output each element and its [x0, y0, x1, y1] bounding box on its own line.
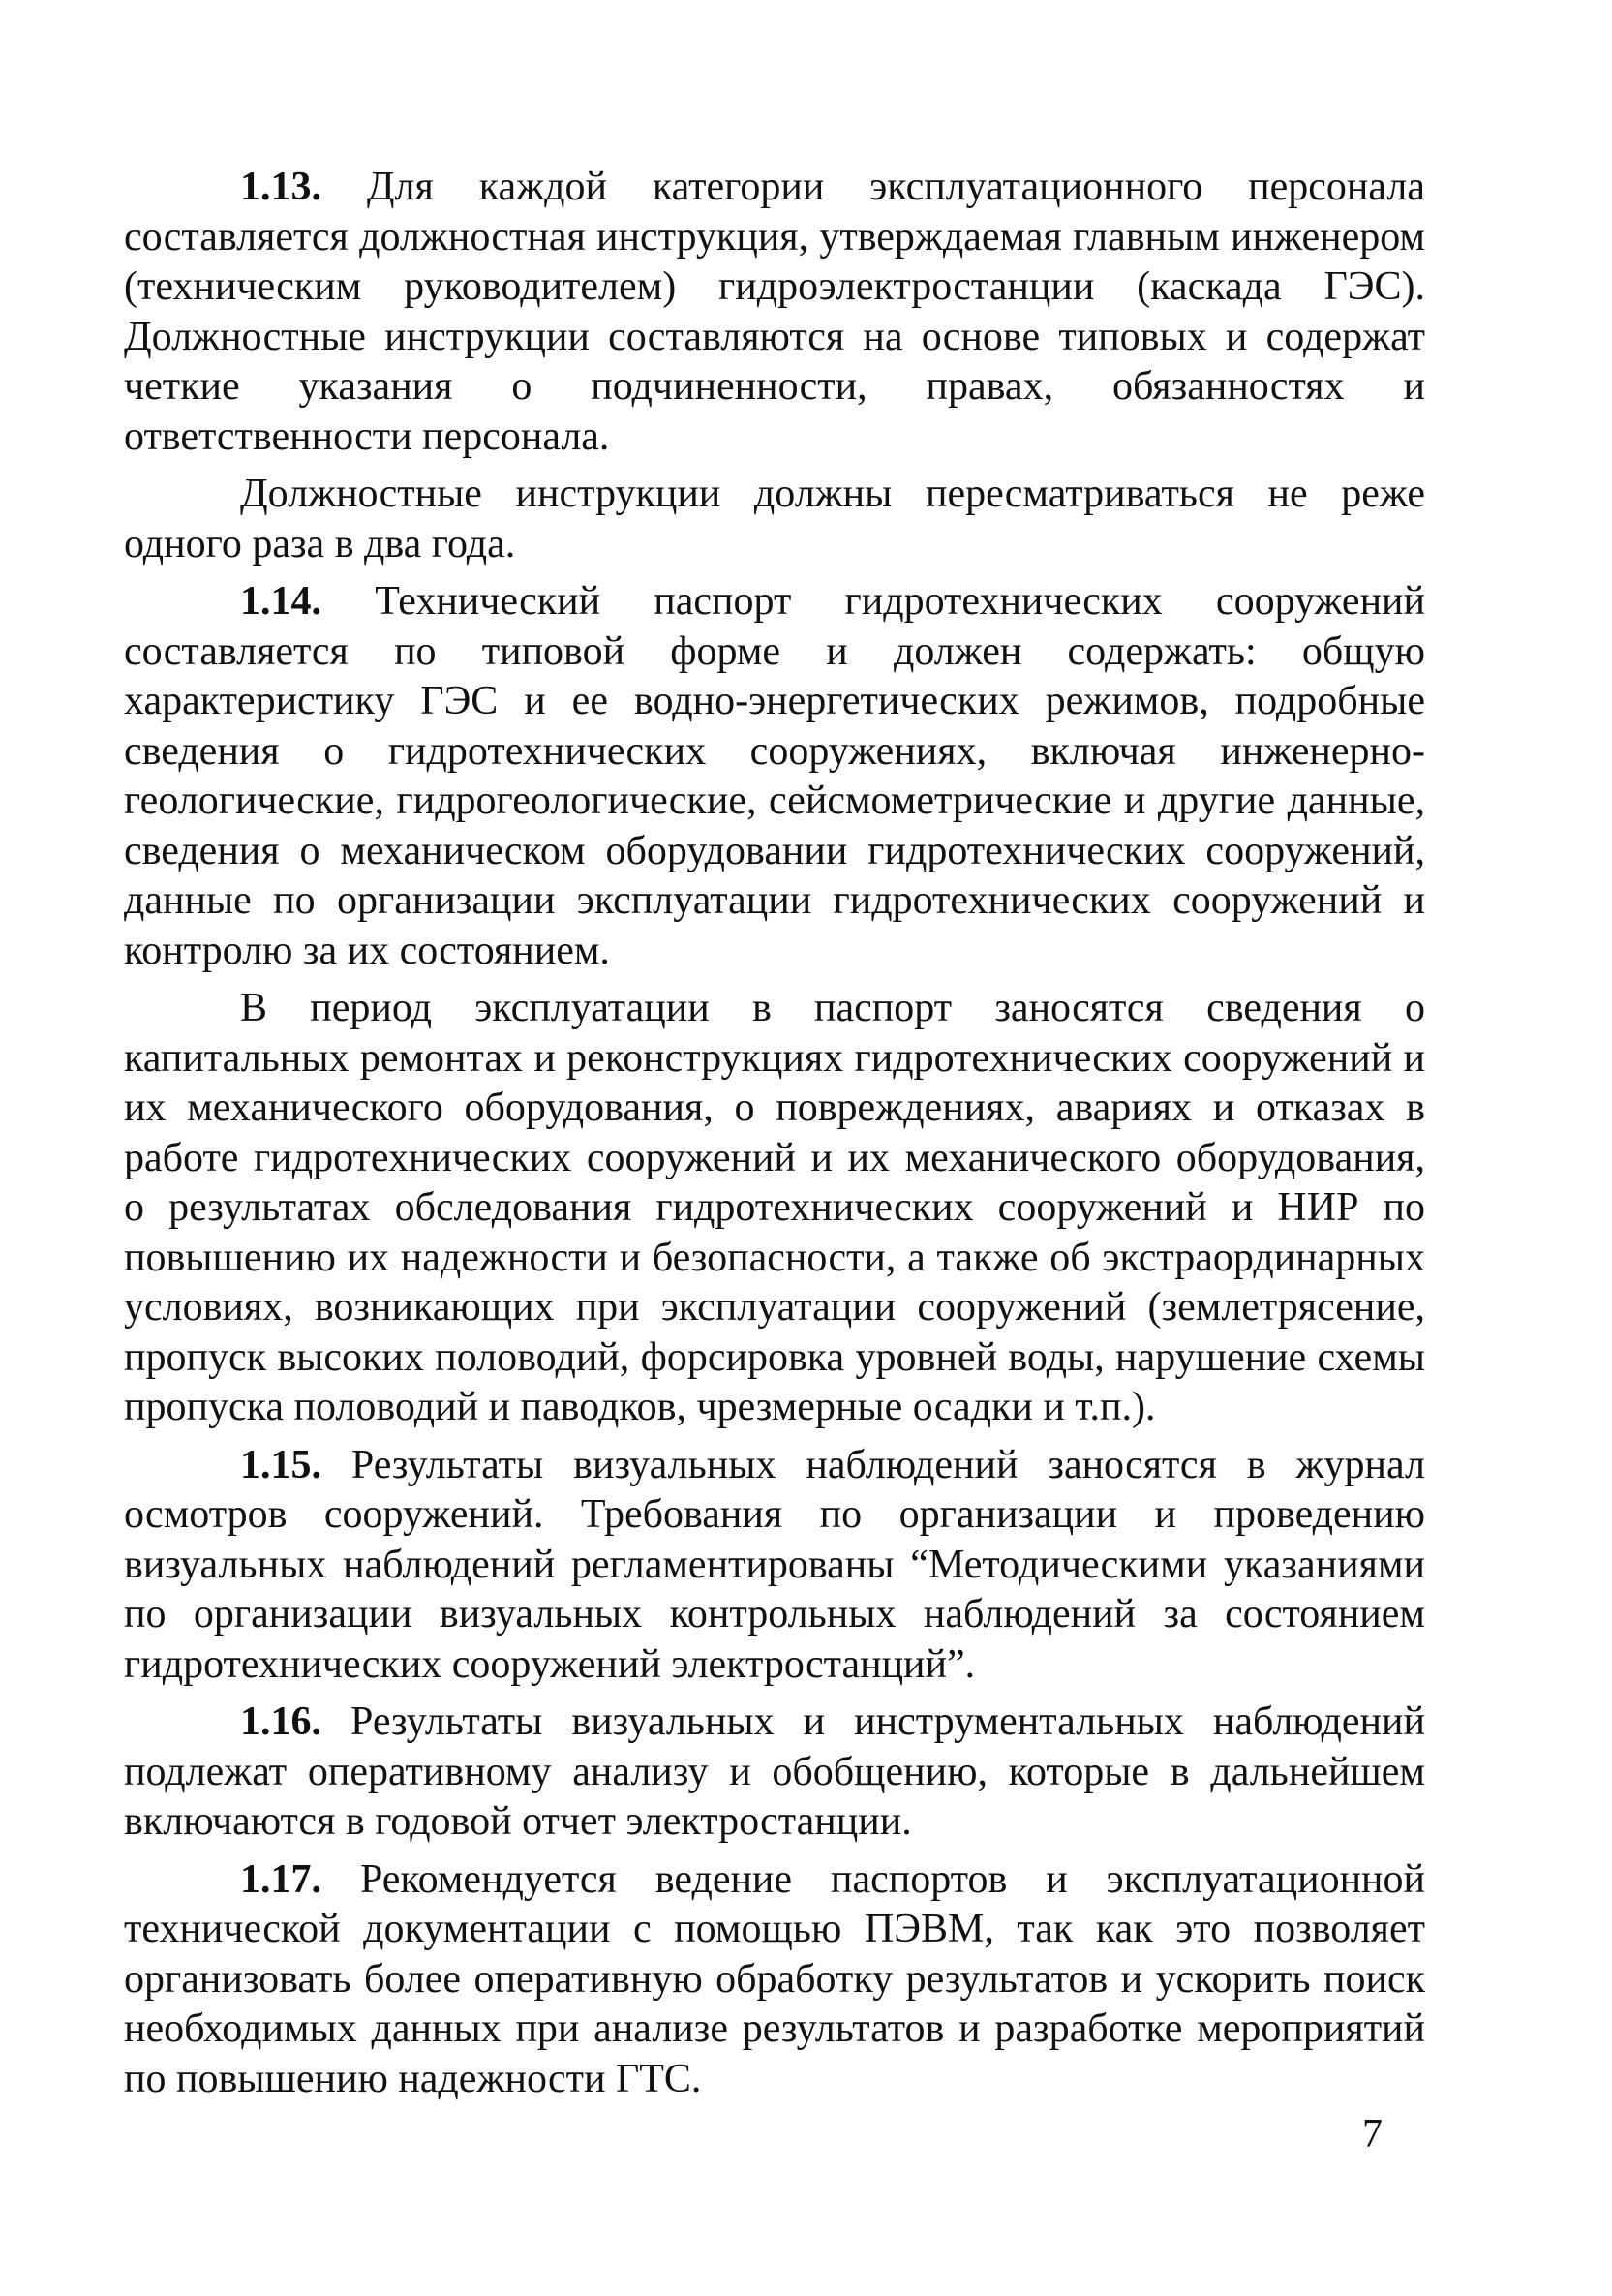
- paragraph-1-14-continuation: [124, 984, 1425, 1433]
- paragraph-1-15: [124, 1441, 1425, 1691]
- paragraph-number: 1.16.: [240, 1699, 321, 1744]
- paragraph-text: В период эксплуатации в паспорт заносятся сведения о капитальных ремонтах и реконструкциях гидротехнических сооружений и их механического оборудования, о повреждениях, авариях и отказах в работе гидротехнических сооружений и их механического оборудования, о результатах обследования гидротехнических сооружений и НИР по повышению их надежности и безопасности, а также об экстраординарных условиях, возникающих при эксплуатации сооружений (землетрясение, пропуск высоких половодий, форсировка уровней воды, нарушение схемы пропуска половодий и паводков, чрезмерные осадки и т.п.).: [124, 986, 1425, 1429]
- paragraph-text: Должностные инструкции должны пересматриваться не реже одного раза в два года.: [124, 472, 1425, 566]
- paragraph-text: Результаты визуальных наблюдений заносятся в журнал осмотров сооружений. Требования по организации и проведению визуальных наблюдений регламентированы “Методическими указаниями по организации визуальных контрольных наблюдений за состоянием гидротехнических сооружений электростанций”.: [124, 1442, 1426, 1687]
- paragraph-1-13-continuation: [124, 470, 1425, 569]
- paragraph-1-17: [124, 1855, 1425, 2105]
- paragraph-text: Технический паспорт гидротехнических сооружений составляется по типовой форме и должен содержать: общую характеристику ГЭС и ее водно-энергетических режимов, подробные сведения о гидротехнических сооружениях, включая инженерно-геологические, гидрогеологические, сейсмометрические и другие данные, сведения о механическом оборудовании гидротехнических сооружений, данные по организации эксплуатации гидротехнических сооружений и контролю за их состоянием.: [124, 579, 1426, 973]
- paragraph-number: 1.15.: [240, 1442, 321, 1487]
- paragraph-text: Рекомендуется ведение паспортов и эксплуатационной технической документации с помощью ПЭВМ, так как это позволяет организовать более оперативную обработку результатов и ускорить поиск необходимых данных при анализе результатов и разработке мероприятий по повышению надежности ГТС.: [124, 1856, 1425, 2101]
- paragraph-text: Для каждой категории эксплуатационного персонала составляется должностная инструкция, утверждаемая главным инженером (техническим руководителем) гидроэлектростанции (каскада ГЭС). Должностные инструкции составляются на основе типовых и содержат четкие указания о подчиненности, правах, обязанностях и ответственности персонала.: [124, 165, 1425, 459]
- paragraph-number: 1.13.: [240, 165, 321, 209]
- paragraph-number: 1.14.: [240, 579, 321, 624]
- paragraph-1-14: [124, 577, 1425, 976]
- body-text: [124, 163, 1425, 2112]
- paragraph-1-16: [124, 1698, 1425, 1848]
- paragraph-1-13: [124, 163, 1425, 462]
- paragraph-number: 1.17.: [240, 1856, 321, 1902]
- paragraph-text: Результаты визуальных и инструментальных наблюдений подлежат оперативному анализу и обобщению, которые в дальнейшем включаются в годовой отчет электростанции.: [124, 1699, 1425, 1844]
- page-number: 7: [1362, 2112, 1383, 2157]
